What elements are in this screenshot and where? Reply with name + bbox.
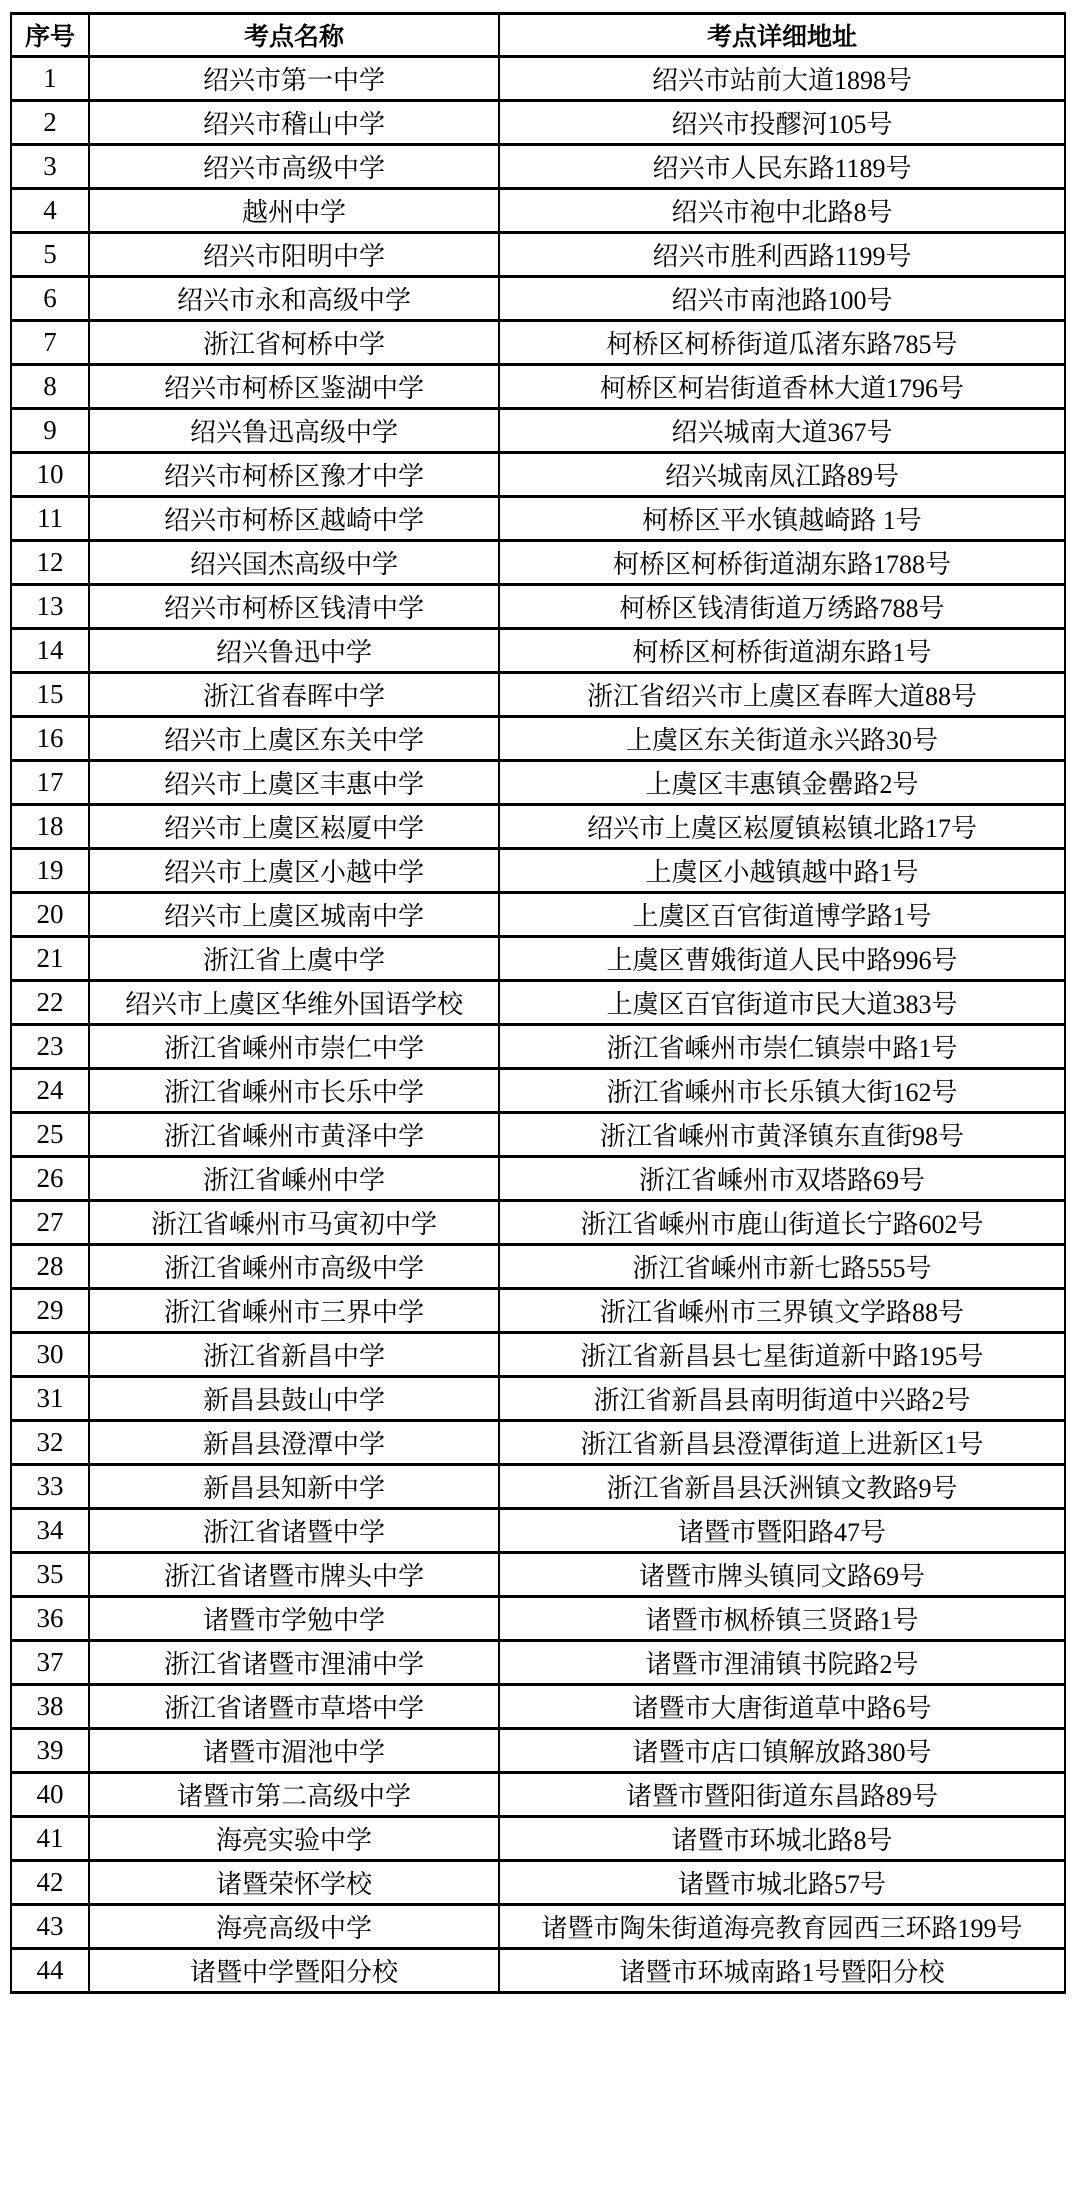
site-address-cell: 绍兴市站前大道1898号 [499,57,1065,101]
table-row [11,761,1065,805]
table-row [11,1553,1065,1597]
site-name-cell: 新昌县澄潭中学 [89,1421,499,1465]
table-row [11,937,1065,981]
site-address-cell: 柯桥区柯桥街道瓜渚东路785号 [499,321,1065,365]
row-index-cell: 40 [11,1773,89,1817]
table-row [11,453,1065,497]
row-index-cell: 20 [11,893,89,937]
row-index-cell: 31 [11,1377,89,1421]
row-index-cell: 8 [11,365,89,409]
row-index-cell: 10 [11,453,89,497]
row-index-cell: 9 [11,409,89,453]
row-index-cell: 39 [11,1729,89,1773]
site-name-cell: 绍兴市上虞区城南中学 [89,893,499,937]
site-name-cell: 绍兴市上虞区华维外国语学校 [89,981,499,1025]
site-name-cell: 绍兴市阳明中学 [89,233,499,277]
site-name-cell: 浙江省上虞中学 [89,937,499,981]
site-name-cell: 新昌县鼓山中学 [89,1377,499,1421]
site-address-cell: 浙江省新昌县南明街道中兴路2号 [499,1377,1065,1421]
table-row [11,1729,1065,1773]
table-row [11,1641,1065,1685]
row-index-cell: 22 [11,981,89,1025]
site-name-cell: 绍兴市柯桥区钱清中学 [89,585,499,629]
row-index-cell: 38 [11,1685,89,1729]
site-address-cell: 柯桥区平水镇越崎路 1号 [499,497,1065,541]
site-address-cell: 诸暨市枫桥镇三贤路1号 [499,1597,1065,1641]
site-name-cell: 浙江省诸暨市浬浦中学 [89,1641,499,1685]
site-name-cell: 浙江省嵊州中学 [89,1157,499,1201]
row-index-cell: 15 [11,673,89,717]
site-name-cell: 绍兴国杰高级中学 [89,541,499,585]
row-index-cell: 30 [11,1333,89,1377]
site-name-cell: 诸暨市第二高级中学 [89,1773,499,1817]
table-row [11,717,1065,761]
row-index-cell: 21 [11,937,89,981]
table-row [11,1377,1065,1421]
site-address-cell: 浙江省嵊州市新七路555号 [499,1245,1065,1289]
site-address-cell: 绍兴城南凤江路89号 [499,453,1065,497]
header-row [11,14,1065,57]
site-name-cell: 海亮高级中学 [89,1905,499,1949]
row-index-cell: 23 [11,1025,89,1069]
exam-sites-table [10,12,1066,1994]
row-index-cell: 28 [11,1245,89,1289]
site-name-cell: 绍兴鲁迅高级中学 [89,409,499,453]
site-address-cell: 柯桥区柯岩街道香林大道1796号 [499,365,1065,409]
site-address-cell: 浙江省嵊州市崇仁镇崇中路1号 [499,1025,1065,1069]
site-name-cell: 绍兴市柯桥区越崎中学 [89,497,499,541]
table-row [11,1685,1065,1729]
site-name-cell: 绍兴市上虞区丰惠中学 [89,761,499,805]
site-name-cell: 绍兴鲁迅中学 [89,629,499,673]
table-row [11,981,1065,1025]
table-row [11,541,1065,585]
table-row [11,1333,1065,1377]
table-row [11,849,1065,893]
site-address-cell: 绍兴市上虞区崧厦镇崧镇北路17号 [499,805,1065,849]
table-row [11,1509,1065,1553]
site-name-cell: 绍兴市柯桥区豫才中学 [89,453,499,497]
site-name-cell: 绍兴市上虞区小越中学 [89,849,499,893]
row-index-cell: 33 [11,1465,89,1509]
site-address-cell: 绍兴城南大道367号 [499,409,1065,453]
row-index-cell: 26 [11,1157,89,1201]
table-row [11,101,1065,145]
row-index-cell: 1 [11,57,89,101]
table-row [11,409,1065,453]
site-address-cell: 浙江省嵊州市三界镇文学路88号 [499,1289,1065,1333]
site-name-cell: 浙江省诸暨中学 [89,1509,499,1553]
table-row [11,1773,1065,1817]
table-row [11,1245,1065,1289]
site-name-cell: 诸暨市学勉中学 [89,1597,499,1641]
site-name-cell: 浙江省嵊州市马寅初中学 [89,1201,499,1245]
table-row [11,189,1065,233]
site-address-cell: 浙江省新昌县沃洲镇文教路9号 [499,1465,1065,1509]
column-header-site-name: 考点名称 [89,14,499,57]
row-index-cell: 32 [11,1421,89,1465]
row-index-cell: 24 [11,1069,89,1113]
table-row [11,1113,1065,1157]
table-row [11,1905,1065,1949]
site-name-cell: 浙江省诸暨市牌头中学 [89,1553,499,1597]
row-index-cell: 27 [11,1201,89,1245]
table-row [11,1421,1065,1465]
site-name-cell: 绍兴市柯桥区鉴湖中学 [89,365,499,409]
site-address-cell: 上虞区曹娥街道人民中路996号 [499,937,1065,981]
site-address-cell: 上虞区百官街道博学路1号 [499,893,1065,937]
table-row [11,1949,1065,1993]
table-row [11,365,1065,409]
site-name-cell: 浙江省嵊州市长乐中学 [89,1069,499,1113]
site-address-cell: 诸暨市浬浦镇书院路2号 [499,1641,1065,1685]
column-header-site-address: 考点详细地址 [499,14,1065,57]
site-address-cell: 上虞区小越镇越中路1号 [499,849,1065,893]
site-address-cell: 绍兴市袍中北路8号 [499,189,1065,233]
row-index-cell: 6 [11,277,89,321]
site-address-cell: 诸暨市店口镇解放路380号 [499,1729,1065,1773]
site-address-cell: 浙江省嵊州市双塔路69号 [499,1157,1065,1201]
site-address-cell: 诸暨市城北路57号 [499,1861,1065,1905]
row-index-cell: 43 [11,1905,89,1949]
site-name-cell: 浙江省嵊州市高级中学 [89,1245,499,1289]
site-name-cell: 浙江省新昌中学 [89,1333,499,1377]
row-index-cell: 4 [11,189,89,233]
row-index-cell: 7 [11,321,89,365]
site-address-cell: 浙江省绍兴市上虞区春晖大道88号 [499,673,1065,717]
row-index-cell: 18 [11,805,89,849]
site-address-cell: 柯桥区柯桥街道湖东路1788号 [499,541,1065,585]
row-index-cell: 13 [11,585,89,629]
site-address-cell: 浙江省嵊州市长乐镇大街162号 [499,1069,1065,1113]
row-index-cell: 11 [11,497,89,541]
row-index-cell: 37 [11,1641,89,1685]
site-name-cell: 诸暨市湄池中学 [89,1729,499,1773]
site-address-cell: 柯桥区钱清街道万绣路788号 [499,585,1065,629]
row-index-cell: 17 [11,761,89,805]
site-address-cell: 诸暨市环城北路8号 [499,1817,1065,1861]
site-address-cell: 诸暨市大唐街道草中路6号 [499,1685,1065,1729]
table-row [11,1201,1065,1245]
row-index-cell: 25 [11,1113,89,1157]
site-address-cell: 浙江省嵊州市黄泽镇东直街98号 [499,1113,1065,1157]
row-index-cell: 42 [11,1861,89,1905]
row-index-cell: 44 [11,1949,89,1993]
site-address-cell: 浙江省新昌县七星街道新中路195号 [499,1333,1065,1377]
site-name-cell: 诸暨荣怀学校 [89,1861,499,1905]
site-name-cell: 绍兴市高级中学 [89,145,499,189]
site-name-cell: 浙江省诸暨市草塔中学 [89,1685,499,1729]
site-address-cell: 绍兴市南池路100号 [499,277,1065,321]
row-index-cell: 14 [11,629,89,673]
site-address-cell: 浙江省嵊州市鹿山街道长宁路602号 [499,1201,1065,1245]
site-name-cell: 浙江省嵊州市崇仁中学 [89,1025,499,1069]
row-index-cell: 19 [11,849,89,893]
table-body [11,57,1065,1993]
table-header [11,14,1065,57]
site-address-cell: 诸暨市陶朱街道海亮教育园西三环路199号 [499,1905,1065,1949]
site-address-cell: 诸暨市环城南路1号暨阳分校 [499,1949,1065,1993]
site-name-cell: 新昌县知新中学 [89,1465,499,1509]
row-index-cell: 3 [11,145,89,189]
site-name-cell: 诸暨中学暨阳分校 [89,1949,499,1993]
row-index-cell: 12 [11,541,89,585]
site-address-cell: 绍兴市人民东路1189号 [499,145,1065,189]
row-index-cell: 34 [11,1509,89,1553]
table-row [11,321,1065,365]
table-row [11,805,1065,849]
table-row [11,277,1065,321]
site-name-cell: 海亮实验中学 [89,1817,499,1861]
table-row [11,1597,1065,1641]
row-index-cell: 29 [11,1289,89,1333]
table-row [11,57,1065,101]
site-name-cell: 绍兴市上虞区东关中学 [89,717,499,761]
site-name-cell: 绍兴市永和高级中学 [89,277,499,321]
site-name-cell: 浙江省嵊州市黄泽中学 [89,1113,499,1157]
table-row [11,497,1065,541]
site-address-cell: 上虞区东关街道永兴路30号 [499,717,1065,761]
table-row [11,1157,1065,1201]
row-index-cell: 41 [11,1817,89,1861]
site-address-cell: 上虞区百官街道市民大道383号 [499,981,1065,1025]
site-address-cell: 柯桥区柯桥街道湖东路1号 [499,629,1065,673]
column-header-index: 序号 [11,14,89,57]
table-row [11,585,1065,629]
site-name-cell: 绍兴市第一中学 [89,57,499,101]
table-row [11,1069,1065,1113]
site-address-cell: 上虞区丰惠镇金罍路2号 [499,761,1065,805]
table-row [11,1817,1065,1861]
site-name-cell: 绍兴市上虞区崧厦中学 [89,805,499,849]
table-row [11,145,1065,189]
site-address-cell: 绍兴市投醪河105号 [499,101,1065,145]
row-index-cell: 16 [11,717,89,761]
site-address-cell: 诸暨市牌头镇同文路69号 [499,1553,1065,1597]
row-index-cell: 36 [11,1597,89,1641]
table-row [11,1465,1065,1509]
table-row [11,1289,1065,1333]
row-index-cell: 35 [11,1553,89,1597]
row-index-cell: 5 [11,233,89,277]
site-address-cell: 诸暨市暨阳路47号 [499,1509,1065,1553]
site-name-cell: 浙江省柯桥中学 [89,321,499,365]
table-row [11,893,1065,937]
site-address-cell: 浙江省新昌县澄潭街道上进新区1号 [499,1421,1065,1465]
row-index-cell: 2 [11,101,89,145]
site-name-cell: 浙江省春晖中学 [89,673,499,717]
site-name-cell: 浙江省嵊州市三界中学 [89,1289,499,1333]
table-row [11,673,1065,717]
site-name-cell: 绍兴市稽山中学 [89,101,499,145]
site-address-cell: 绍兴市胜利西路1199号 [499,233,1065,277]
table-row [11,1025,1065,1069]
site-address-cell: 诸暨市暨阳街道东昌路89号 [499,1773,1065,1817]
table-row [11,1861,1065,1905]
table-row [11,233,1065,277]
site-name-cell: 越州中学 [89,189,499,233]
table-row [11,629,1065,673]
